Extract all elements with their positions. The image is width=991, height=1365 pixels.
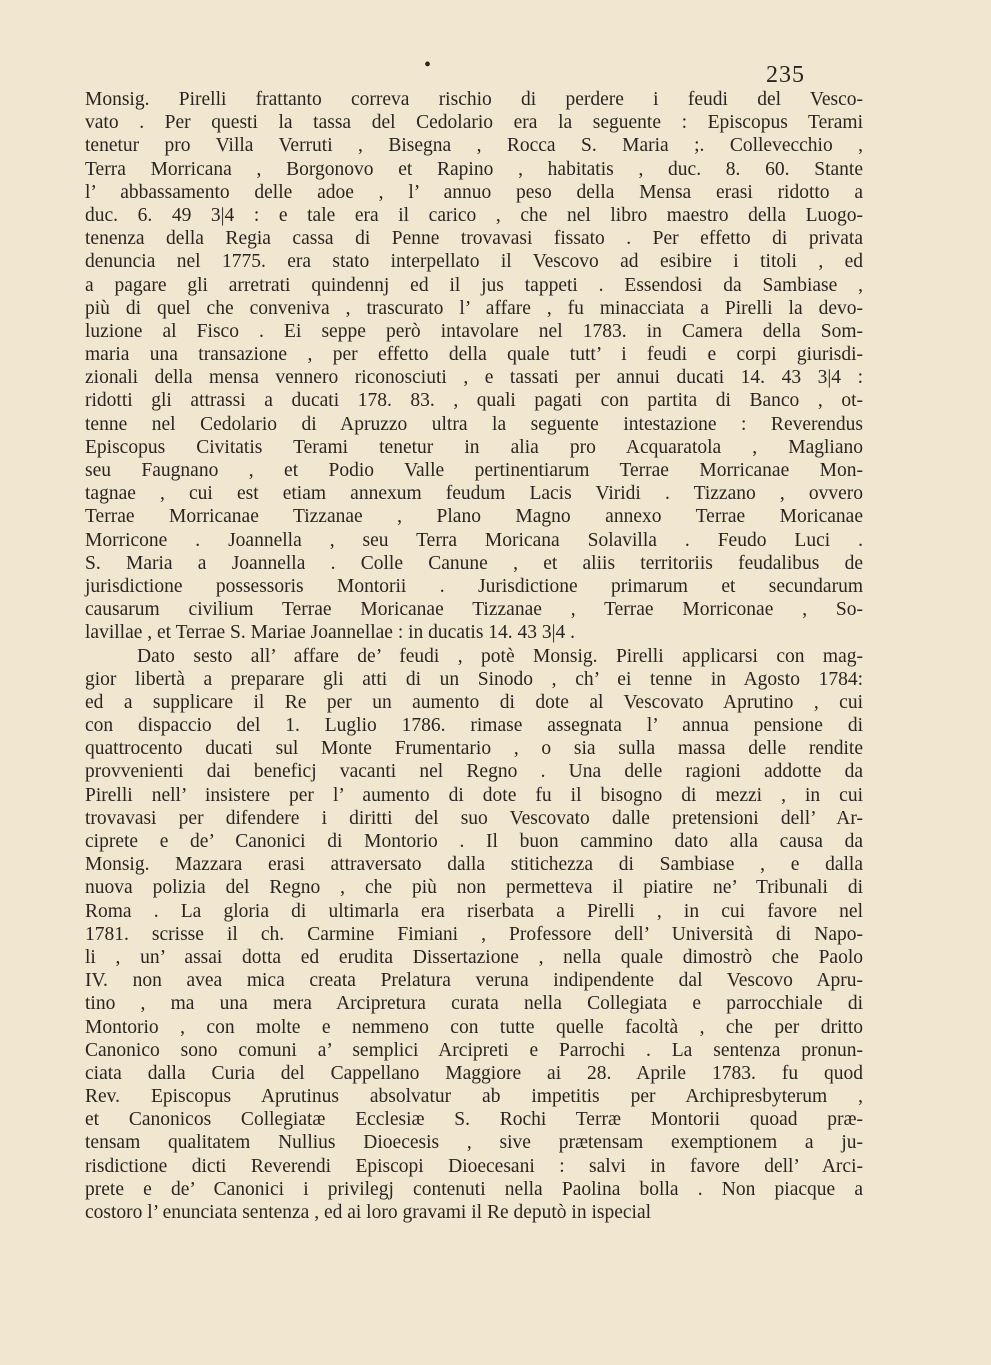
text-line: Monsig. Mazzara erasi attraversato dalla stitichezza di Sambiase , e dalla xyxy=(85,854,863,876)
text-line: gior libertà a preparare gli atti di un Sinodo , ch’ ei tenne in Agosto 1784: xyxy=(85,668,863,690)
text-line: trovavasi per difendere i diritti del suo Vescovato dalle pretensioni dell’ Ar- xyxy=(85,807,863,829)
text-line: nuova polizia del Regno , che più non permetteva il piatire ne’ Tribunali di xyxy=(85,877,863,899)
text-line: Canonico sono comuni a’ semplici Arcipreti e Parrochi . La sentenza pronun- xyxy=(85,1039,863,1061)
text-line: Montorio , con molte e nemmeno con tutte quelle facoltà , che per dritto xyxy=(85,1016,863,1038)
text-line: costoro l’ enunciata sentenza , ed ai loro gravami il Re deputò in ispecial xyxy=(85,1202,652,1223)
text-line: Episcopus Civitatis Terami tenetur in alia pro Acquaratola , Magliano xyxy=(85,436,863,458)
text-line: Monsig. Pirelli frattanto correva rischio di perdere i feudi del Vesco- xyxy=(85,89,863,110)
text-line: Pirelli nell’ insistere per l’ aumento di dote fu il bisogno di mezzi , in cui xyxy=(85,784,863,806)
body-text xyxy=(85,88,863,1224)
text-line: tenne nel Cedolario di Apruzzo ultra la seguente intestazione : Reverendus xyxy=(85,413,863,435)
text-line: Roma . La gloria di ultimarla era riserbata a Pirelli , in cui favore nel xyxy=(85,900,863,922)
text-line: tenetur pro Villa Verruti , Bisegna , Rocca S. Maria ;. Collevecchio , xyxy=(85,135,863,157)
text-line: tagnae , cui est etiam annexum feudum Lacis Viridi . Tizzano , ovvero xyxy=(85,483,863,505)
text-line: IV. non avea mica creata Prelatura veruna indipendente dal Vescovo Apru- xyxy=(85,970,863,992)
text-line: ciata dalla Curia del Cappellano Maggiore ai 28. Aprile 1783. fu quod xyxy=(85,1062,863,1084)
page-number: 235 xyxy=(766,62,805,88)
text-line: tino , ma una mera Arcipretura curata nella Collegiata e parrocchiale di xyxy=(85,993,863,1015)
text-line: luzione al Fisco . Ei seppe però intavolare nel 1783. in Camera della Som- xyxy=(85,320,863,342)
text-line: risdictione dicti Reverendi Episcopi Dioecesani : salvi in favore dell’ Arci- xyxy=(85,1155,863,1177)
text-line: Dato sesto all’ affare de’ feudi , potè Monsig. Pirelli applicarsi con mag- xyxy=(137,645,863,667)
text-line: 1781. scrisse il ch. Carmine Fimiani , Professore dell’ Università di Napo- xyxy=(85,923,863,945)
text-line: Terrae Morricanae Tizzanae , Plano Magno annexo Terrae Moricanae xyxy=(85,506,863,528)
text-line: S. Maria a Joannella . Colle Canune , et aliis territoriis feudalibus de xyxy=(85,552,863,574)
text-line: Terra Morricana , Borgonovo et Rapino , habitatis , duc. 8. 60. Stante xyxy=(85,158,863,180)
text-line: causarum civilium Terrae Moricanae Tizzanae , Terrae Morriconae , So- xyxy=(85,599,863,621)
text-line: provvenienti dai beneficj vacanti nel Regno . Una delle ragioni addotte da xyxy=(85,761,863,783)
text-line: lavillae , et Terrae S. Mariae Joannellae : in ducatis 14. 43 3|4 . xyxy=(85,622,576,644)
text-line: Morricone . Joannella , seu Terra Moricana Solavilla . Feudo Luci . xyxy=(85,529,863,551)
paragraph xyxy=(85,88,863,645)
text-line: ed a supplicare il Re per un aumento di dote al Vescovato Aprutino , cui xyxy=(85,691,863,713)
text-line: maria una transazione , per effetto della quale tutt’ i feudi e corpi giurisdi- xyxy=(85,344,863,366)
text-line: et Canonicos Collegiatæ Ecclesiæ S. Rochi Terræ Montorii quoad præ- xyxy=(85,1109,863,1131)
text-line: li , un’ assai dotta ed erudita Dissertazione , nella quale dimostrò che Paolo xyxy=(85,946,863,968)
text-line: zionali della mensa vennero riconosciuti , e tassati per annui ducati 14. 43 3|4 : xyxy=(85,367,863,389)
page-mark: • xyxy=(424,54,432,76)
text-line: più di quel che conveniva , trascurato l’ affare , fu minacciata a Pirelli la devo- xyxy=(85,297,863,319)
text-line: ridotti gli attrassi a ducati 178. 83. , quali pagati con partita di Banco , ot- xyxy=(85,390,863,412)
text-line: seu Faugnano , et Podio Valle pertinentiarum Terrae Morricanae Mon- xyxy=(85,460,863,481)
text-line: con dispaccio del 1. Luglio 1786. rimase assegnata l’ annua pensione di xyxy=(85,715,863,737)
text-line: a pagare gli arretrati quindennj ed il jus tappeti . Essendosi da Sambiase , xyxy=(85,274,863,296)
text-line: l’ abbassamento delle adoe , l’ annuo peso della Mensa erasi ridotto a xyxy=(85,181,863,203)
text-line: quattrocento ducati sul Monte Frumentario , o sia sulla massa delle rendite xyxy=(85,738,863,760)
text-line: tensam qualitatem Nullius Dioecesis , sive prætensam exemptionem a ju- xyxy=(85,1132,863,1154)
text-line: ciprete e de’ Canonici di Montorio . Il buon cammino dato alla causa da xyxy=(85,831,863,852)
text-line: prete e de’ Canonici i privilegj contenuti nella Paolina bolla . Non piacque a xyxy=(85,1178,863,1200)
paragraph xyxy=(85,645,863,1225)
text-line: tenenza della Regia cassa di Penne trovavasi fissato . Per effetto di privata xyxy=(85,228,863,250)
text-line: vato . Per questi la tassa del Cedolario era la seguente : Episcopus Terami xyxy=(85,112,863,134)
text-line: denuncia nel 1775. era stato interpellato il Vescovo ad esibire i titoli , ed xyxy=(85,251,863,273)
text-line: jurisdictione possessoris Montorii . Jurisdictione primarum et secundarum xyxy=(85,575,863,597)
text-line: Rev. Episcopus Aprutinus absolvatur ab impetitis per Archipresbyterum , xyxy=(85,1086,863,1108)
text-line: duc. 6. 49 3|4 : e tale era il carico , che nel libro maestro della Luogo- xyxy=(85,204,863,226)
